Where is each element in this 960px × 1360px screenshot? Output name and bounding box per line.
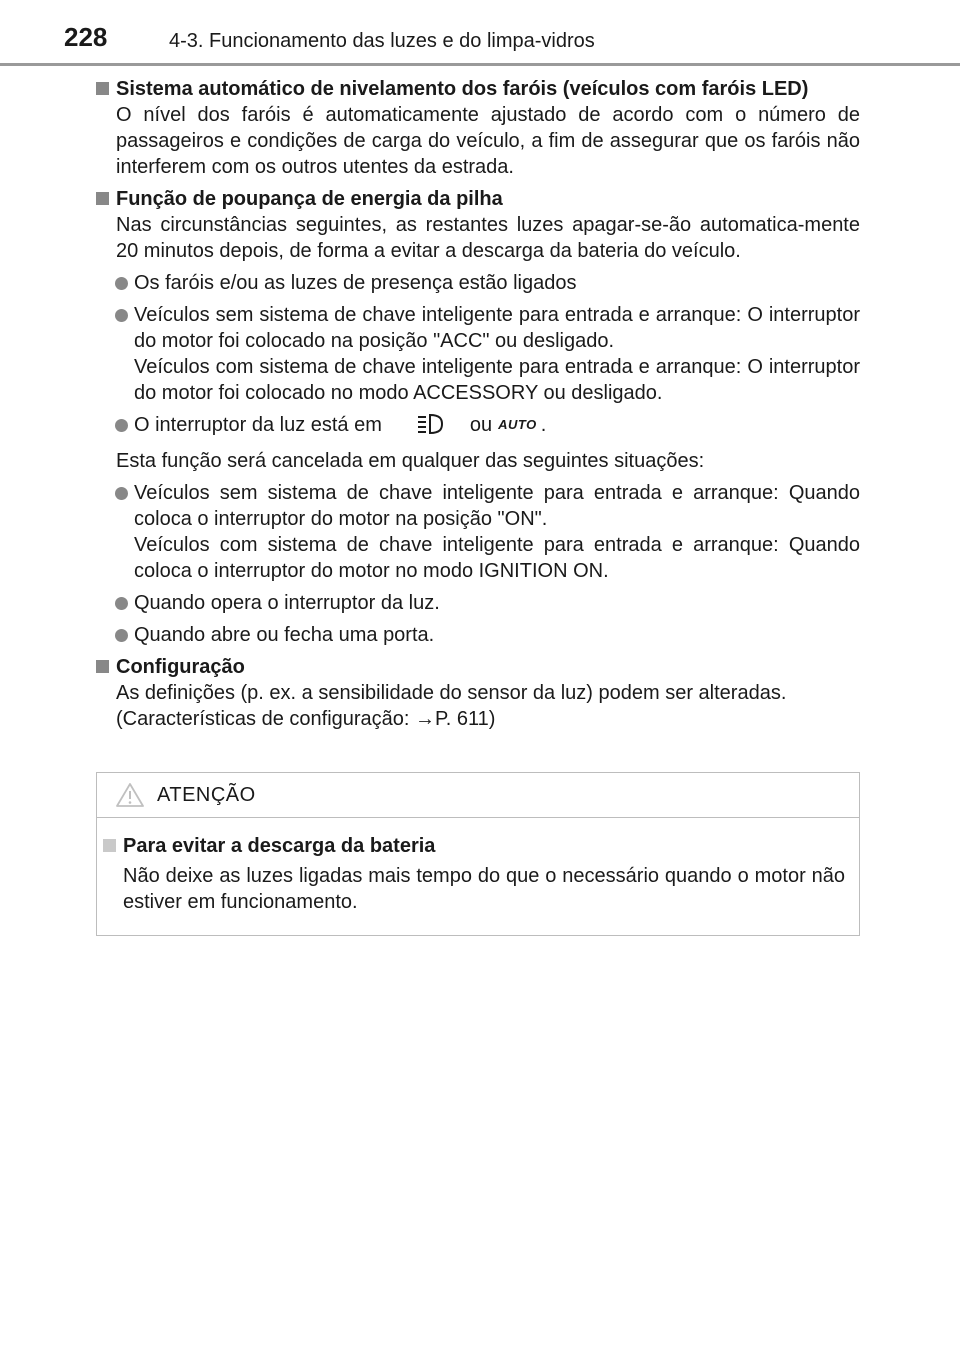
round-bullet-icon (115, 597, 128, 610)
chapter-title: 4-3. Funcionamento das luzes e do limpa-vidros (169, 30, 595, 52)
section-text: Nas circunstâncias seguintes, as restantes luzes apagar-se-ão automatica-mente 20 minutos depois, de forma a evitar a descarga da bateria do veículo. (116, 214, 860, 262)
bullet-list (96, 480, 860, 648)
section-leveling (96, 76, 860, 180)
square-bullet-icon (96, 82, 109, 95)
warning-triangle-icon (115, 782, 145, 813)
round-bullet-icon (115, 629, 128, 642)
list-item: O interruptor da luz está em ou AUTO . (96, 412, 860, 442)
warning-body (97, 818, 859, 915)
square-bullet-icon (96, 660, 109, 673)
warning-box (96, 772, 860, 936)
square-bullet-icon (103, 839, 116, 852)
section-title: Configuração (96, 654, 860, 680)
round-bullet-icon (115, 419, 128, 432)
list-item: Os faróis e/ou as luzes de presença estão ligados (96, 270, 860, 296)
warning-subtitle: Para evitar a descarga da bateria (103, 833, 845, 859)
round-bullet-icon (115, 487, 128, 500)
section-text: O nível dos faróis é automaticamente ajustado de acordo com o número de passageiros e condições de carga do veículo, a fim de assegurar que os faróis não interferem com os outros utentes da estrada. (116, 104, 860, 178)
page-reference-link[interactable]: (Características de configuração: →P. 611) (116, 708, 496, 730)
section-title: Função de poupança de energia da pilha (96, 186, 860, 212)
page-header (0, 0, 960, 68)
auto-symbol: AUTO (498, 417, 537, 432)
headlight-icon (416, 413, 444, 442)
list-item: Quando opera o interruptor da luz. (96, 590, 860, 616)
list-item: Quando abre ou fecha uma porta. (96, 622, 860, 648)
round-bullet-icon (115, 309, 128, 322)
section-config (96, 654, 860, 732)
square-bullet-icon (96, 192, 109, 205)
header-divider (0, 63, 960, 66)
page-content (96, 76, 860, 738)
page-number: 228 (64, 22, 108, 52)
bullet-list (96, 270, 860, 442)
section-text: Esta função será cancelada em qualquer das seguintes situações: (116, 450, 705, 472)
section-title: Sistema automático de nivelamento dos faróis (veículos com faróis LED) (96, 76, 860, 102)
warning-header (97, 773, 859, 818)
list-item: Veículos sem sistema de chave inteligente para entrada e arranque: Quando coloca o interruptor do motor na posição "ON". Veículos com sistema de chave inteligente para entrada e arranque: Quando coloca o interruptor do motor no modo IGNITION ON. (96, 480, 860, 584)
warning-title: ATENÇÃO (157, 784, 256, 806)
round-bullet-icon (115, 277, 128, 290)
section-battery (96, 186, 860, 648)
list-item: Veículos sem sistema de chave inteligente para entrada e arranque: O interruptor do motor foi colocado na posição "ACC" ou desligado. Veículos com sistema de chave inteligente para entrada e arranque: O interruptor do motor foi colocado no modo ACCESSORY ou desligado. (96, 302, 860, 406)
warning-text: Não deixe as luzes ligadas mais tempo do que o necessário quando o motor não estiver em funcionamento. (123, 865, 845, 913)
section-text: As definições (p. ex. a sensibilidade do sensor da luz) podem ser alteradas. (116, 682, 787, 704)
